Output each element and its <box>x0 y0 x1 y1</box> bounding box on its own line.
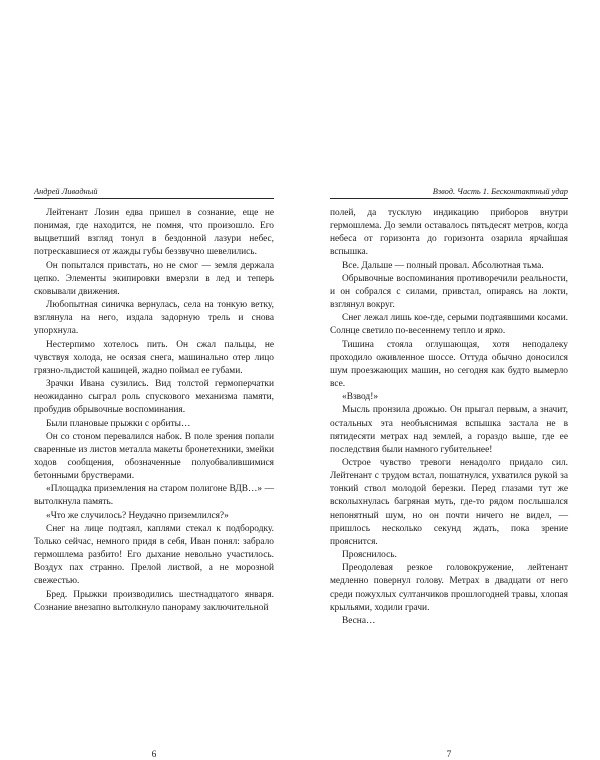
paragraph: Он со стоном перевалился набок. В поле зрения попали сваренные из листов металла макеты бронетехники, змейки ходов сообщения, обозначенные полуобвалившимися бетонными брустверами. <box>34 431 274 482</box>
paragraph: Зрачки Ивана сузились. Вид толстой гермоперчатки неожиданно сыграл роль спускового механизма памяти, пробудив обрывочные воспоминания. <box>34 379 274 416</box>
paragraph: «Взвод!» <box>342 392 379 403</box>
paragraph: Снег лежал лишь кое-где, серыми подтаявшими косами. Солнце светило по-весеннему тепло и ярко. <box>330 313 568 337</box>
paragraph-continuation: полей, да тусклую индикацию приборов внутри гермошлема. До земли оставалось пятьдесят метров, когда небеса от горизонта до горизонта озарила ярчайшая вспышка. <box>330 208 568 258</box>
paragraph: «Что же случилось? Неудачно приземлился?» <box>46 510 229 521</box>
paragraph: Прояснилось. <box>342 550 397 561</box>
paragraph: Все. Дальше — полный провал. Абсолютная тьма. <box>342 260 544 271</box>
paragraph: Лейтенант Лозин едва пришел в сознание, еще не понимая, где находится, не помня, что произошло. Его выцветший взгляд тонул в бездонной лазури небес, потрескавшиеся от жажды губы беззвучно шевелились. <box>34 208 274 258</box>
paragraph: Были плановые прыжки с орбиты… <box>46 418 191 429</box>
page-body <box>330 207 568 628</box>
page-number: 7 <box>446 750 452 760</box>
page-number: 6 <box>151 750 157 760</box>
paragraph: Тишина стояла оглушающая, хотя неподалеку проходило оживленное шоссе. Оттуда обычно доносился шум проезжающих машин, но сегодня как будто вымерло все. <box>330 339 568 390</box>
running-head: Взвод. Часть 1. Бесконтактный удар <box>330 186 568 199</box>
paragraph: Он попытался привстать, но не смог — земля держала цепко. Элементы экипировки вмерзли в лед и теперь сковывали движения. <box>34 260 274 297</box>
paragraph: Нестерпимо хотелось пить. Он сжал пальцы, не чувствуя холода, не осязая снега, машинально отер лицо грязно-льдистой кашицей, жадно поймал ее губами. <box>34 339 274 376</box>
left-page <box>34 186 274 760</box>
paragraph: Весна… <box>342 615 376 626</box>
running-head: Андрей Ливадный <box>34 186 274 199</box>
paragraph: Преодолевая резкое головокружение, лейтенант медленно повернул голову. Метрах в двадцати от него среди пожухлых султанчиков прошлогодней травы, хлопая крыльями, ходили грачи. <box>330 563 568 613</box>
paragraph: Мысль пронзила дрожью. Он прыгал первым, а значит, остальных эта необъяснимая вспышка застала не в пятидесяти метрах над землей, а гораздо выше, где ее последствия были намного губительнее! <box>330 405 568 455</box>
paragraph: «Площадка приземления на старом полигоне ВДВ…» — вытолкнула память. <box>34 484 274 508</box>
paragraph: Обрывочные воспоминания противоречили реальности, и он собрался с силами, привстал, опираясь на локти, взглянул вокруг. <box>330 273 568 311</box>
paragraph: Снег на лице подтаял, каплями стекал к подбородку. Только сейчас, немного придя в себя, Иван понял: забрало гермошлема разбито! Его дыхание невольно участилось. Воздух пах странно. Прелой листвой, а не морозной свежестью. <box>34 523 274 587</box>
right-page <box>330 186 568 760</box>
page-body <box>34 207 274 615</box>
paragraph: Острое чувство тревоги ненадолго придало сил. Лейтенант с трудом встал, пошатнулся, ухватился рукой за тонкий ствол молодой березки. Перед глазами тут же всколыхнулась багряная муть, где-то рядом послышался непонятный шум, но он почти ничего не видел, — пришлось несколько секунд ждать, пока зрение прояснится. <box>330 457 568 547</box>
paragraph: Любопытная синичка вернулась, села на тонкую ветку, взглянула на него, издала задорную трель и снова упорхнула. <box>34 300 274 337</box>
paragraph: Бред. Прыжки производились шестнадцатого января. Сознание внезапно вытолкнуло панораму заключительной <box>34 589 274 613</box>
